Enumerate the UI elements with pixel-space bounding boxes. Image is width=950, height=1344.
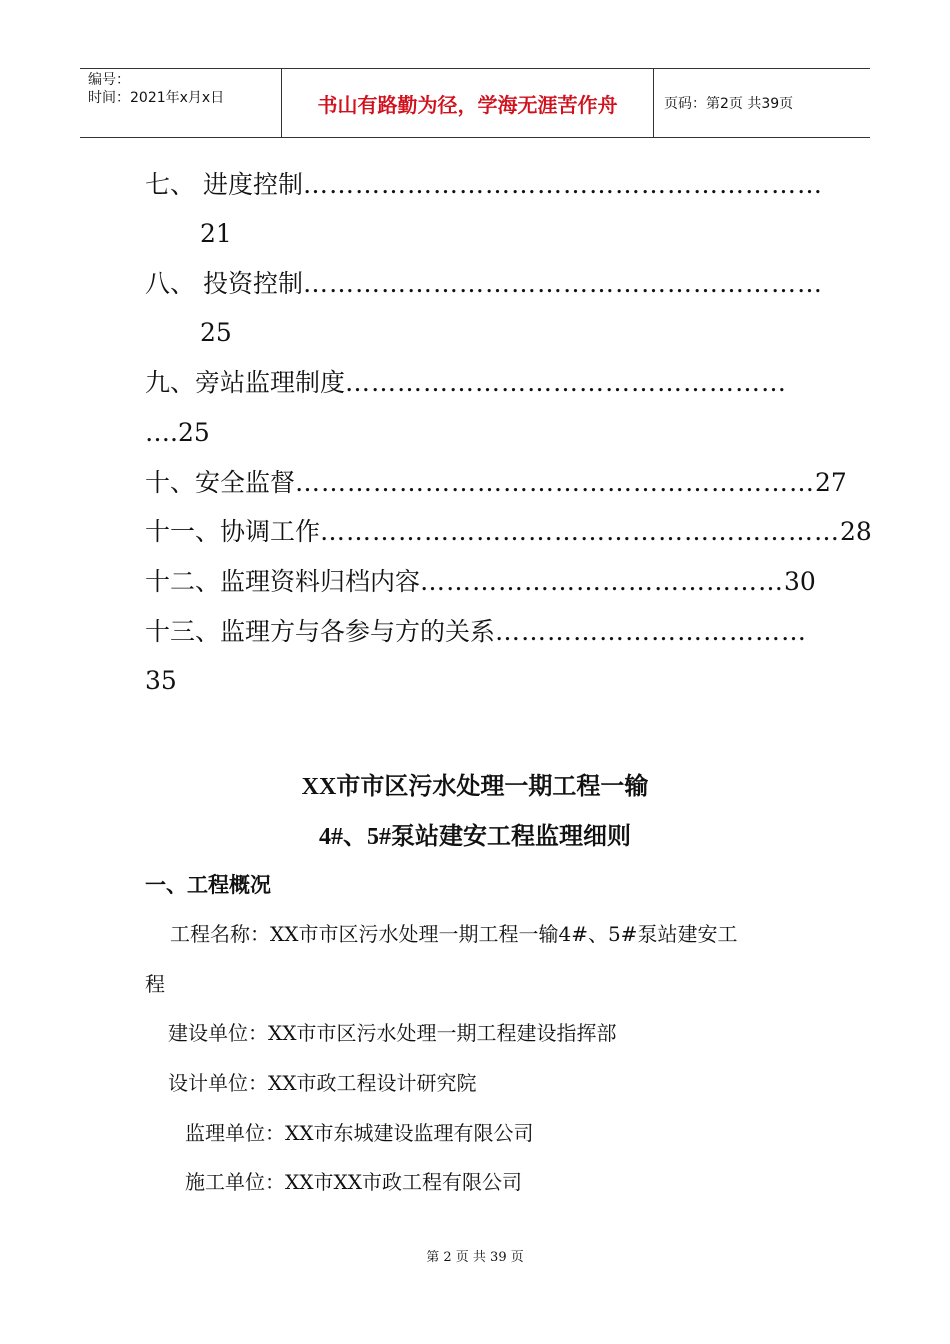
toc-label: 七、 进度控制 [145,170,303,199]
doc-title-line2: 4#、5#泵站建安工程监理细则 [319,824,631,850]
toc-item-9[interactable] [145,368,787,398]
supervise-unit: 监理单位：XX市东城建设监理有限公司 [185,1121,534,1145]
build-unit: 建设单位：XX市市区污水处理一期工程建设指挥部 [168,1021,617,1045]
doc-title-line1: XX市市区污水处理一期工程一输 [301,774,649,800]
toc-item-11[interactable] [145,517,872,547]
toc-dots: …………………………………………………… [320,517,841,546]
project-name: 工程名称：XX市市区污水处理一期工程一输4#、5#泵站建安工 [170,922,738,946]
number-label: 编号： [88,72,130,88]
toc-dots: ……………………………… [495,617,808,646]
toc-label: 十一、协调工作 [145,517,321,546]
toc-dots: …………………………………………………… [295,468,816,497]
toc-item-13[interactable] [145,617,807,647]
toc-dots: …………………………………………… [345,368,788,397]
toc-label: 九、旁站监理制度 [145,368,346,397]
toc-page-8: 25 [200,318,232,347]
toc-item-10[interactable] [145,468,847,498]
toc-item-7[interactable] [145,170,823,200]
toc-item-12[interactable] [145,567,816,597]
toc-dots: …………………………………… [420,567,785,596]
toc-label: 十、安全监督 [145,468,296,497]
toc-label: 十二、监理资料归档内容 [145,567,421,596]
toc-page: 28 [840,517,872,546]
toc-dots: …………………………………………………… [302,170,823,199]
toc-page-7: 21 [200,219,232,248]
header-page-info: 页码：第2页 共39页 [664,96,794,112]
page-header [80,68,870,138]
toc-page-13: 35 [145,666,177,695]
construct-unit: 施工单位：XX市XX市政工程有限公司 [185,1170,522,1194]
toc-item-8[interactable] [145,269,823,299]
toc-dots: …………………………………………………… [302,269,823,298]
toc-label: 八、 投资控制 [145,269,303,298]
page-footer: 第 2 页 共 39 页 [426,1250,524,1265]
toc-page: 27 [815,468,847,497]
toc-page-9: ….25 [145,418,210,447]
header-meta [80,69,282,137]
toc-label: 十三、监理方与各参与方的关系 [145,617,496,646]
time-label: 时间：2021年x月x日 [88,90,225,106]
section-heading-overview: 一、工程概况 [145,873,271,897]
toc-page: 30 [784,567,816,596]
project-name-cont: 程 [145,972,165,996]
header-motto: 书山有路勤为径，学海无涯苦作舟 [282,69,654,137]
design-unit: 设计单位：XX市政工程设计研究院 [168,1071,477,1095]
